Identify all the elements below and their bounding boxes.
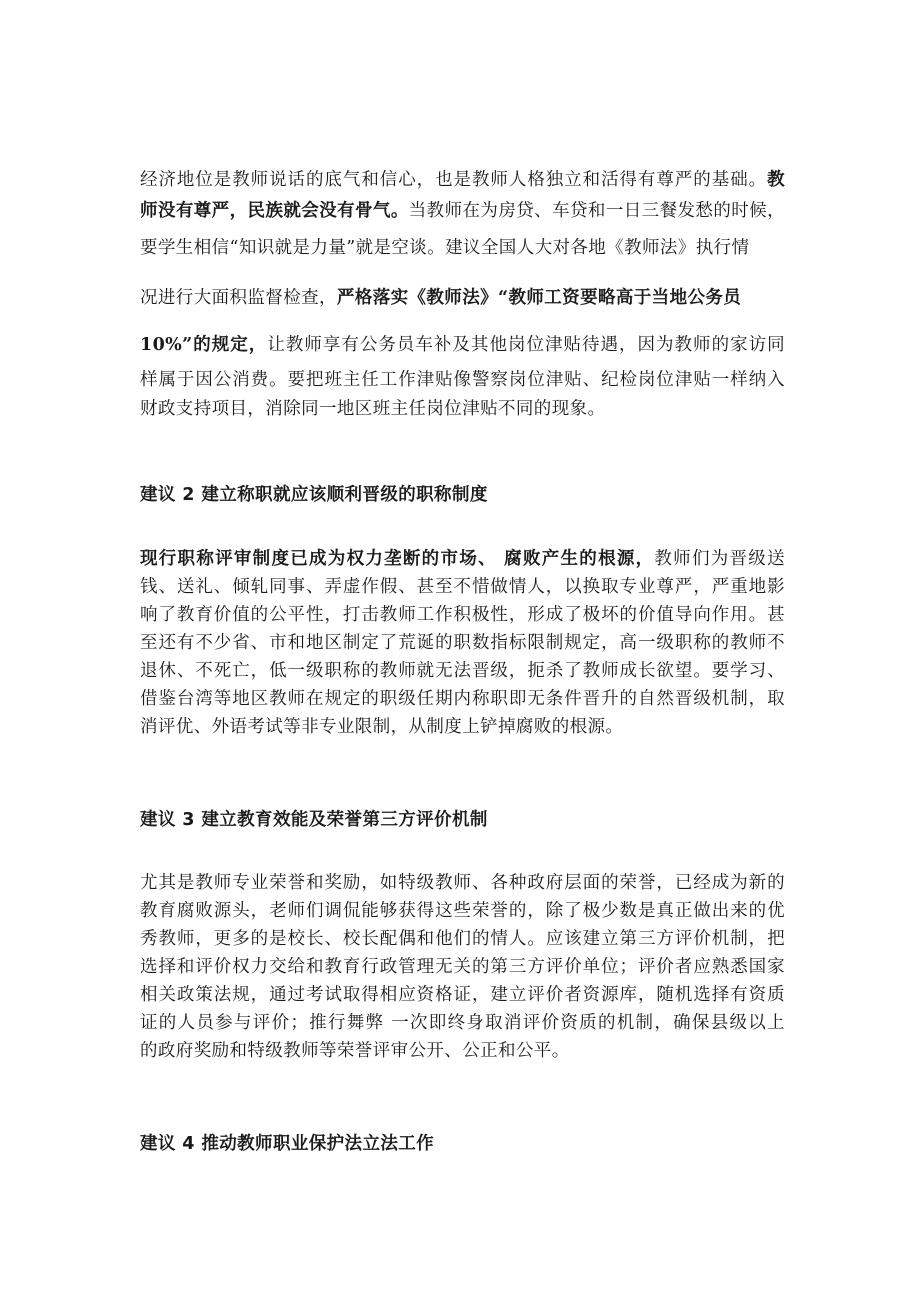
paragraph-line: 样属于因公消费。要把班主任工作津贴像警察岗位津贴、纪检岗位津贴一样纳入 — [140, 370, 785, 390]
paragraph-line: 尤其是教师专业荣誉和奖励，如特级教师、各种政府层面的荣誉，已经成为新的 — [140, 873, 785, 893]
emphasis-text: 现行职称评审制度已成为权力垄断的市场、 腐败产生的根源， — [140, 549, 655, 569]
paragraph-line: 选择和评价权力交给和教育行政管理无关的第三方评价单位；评价者应熟悉国家 — [140, 957, 785, 977]
text-run: 当教师在为房贷、车贷和一日三餐发愁的时候， — [408, 201, 785, 221]
paragraph-line: 要学生相信“知识就是力量”就是空谈。建议全国人大对各地《教师法》执行情 — [140, 238, 750, 258]
paragraph-line: 秀教师，更多的是校长、校长配偶和他们的情人。应该建立第三方评价机制，把 — [140, 929, 785, 949]
paragraph-line — [140, 286, 785, 310]
text-run: 教师们为晋级送 — [654, 549, 785, 569]
text-run: 经济地位是教师说话的底气和信心，也是教师人格独立和活得有尊严的基础。 — [140, 170, 768, 190]
emphasis-text: 教 — [767, 170, 785, 190]
section-heading: 建议 4 推动教师职业保护法立法工作 — [140, 1134, 435, 1154]
paragraph-line — [140, 333, 785, 357]
paragraph-line: 钱、送礼、倾轧同事、弄虚作假、甚至不惜做情人，以换取专业尊严，严重地影 — [140, 577, 785, 597]
paragraph-line — [140, 547, 785, 571]
paragraph-line: 响了教育价值的公平性，打击教师工作积极性，形成了极坏的价值导向作用。甚 — [140, 605, 785, 625]
paragraph-line: 的政府奖励和特级教师等荣誉评审公开、公正和公平。 — [140, 1041, 570, 1061]
paragraph-line: 教育腐败源头，老师们调侃能够获得这些荣誉的，除了极少数是真正做出来的优 — [140, 901, 785, 921]
emphasis-text: 10%”的规定， — [140, 335, 268, 355]
emphasis-text: 师没有尊严，民族就会没有骨气。 — [140, 201, 409, 221]
text-run: 让教师享有公务员车补及其他岗位津贴待遇，因为教师的家访同 — [267, 335, 785, 355]
text-run: 况进行大面积监督检查， — [140, 288, 337, 308]
paragraph-line: 证的人员参与评价；推行舞弊 一次即终身取消评价资质的机制，确保县级以上 — [140, 1013, 785, 1033]
paragraph-line — [140, 199, 785, 223]
emphasis-text: 严格落实《教师法》“教师工资要略高于当地公务员 — [336, 288, 742, 308]
section-heading: 建议 3 建立教育效能及荣誉第三方评价机制 — [140, 810, 488, 830]
paragraph-line: 消评优、外语考试等非专业限制，从制度上铲掉腐败的根源。 — [140, 717, 624, 737]
section-heading: 建议 2 建立称职就应该顺利晋级的职称制度 — [140, 485, 488, 505]
paragraph-line: 财政支持项目，消除同一地区班主任岗位津贴不同的现象。 — [140, 399, 606, 419]
paragraph-line: 相关政策法规，通过考试取得相应资格证，建立评价者资源库，随机选择有资质 — [140, 985, 785, 1005]
paragraph-line: 借鉴台湾等地区教师在规定的职级任期内称职即无条件晋升的自然晋级机制，取 — [140, 689, 785, 709]
paragraph-line: 至还有不少省、市和地区制定了荒诞的职数指标限制规定，高一级职称的教师不 — [140, 633, 785, 653]
paragraph-line — [140, 168, 785, 192]
paragraph-line: 退休、不死亡，低一级职称的教师就无法晋级，扼杀了教师成长欲望。要学习、 — [140, 661, 785, 681]
